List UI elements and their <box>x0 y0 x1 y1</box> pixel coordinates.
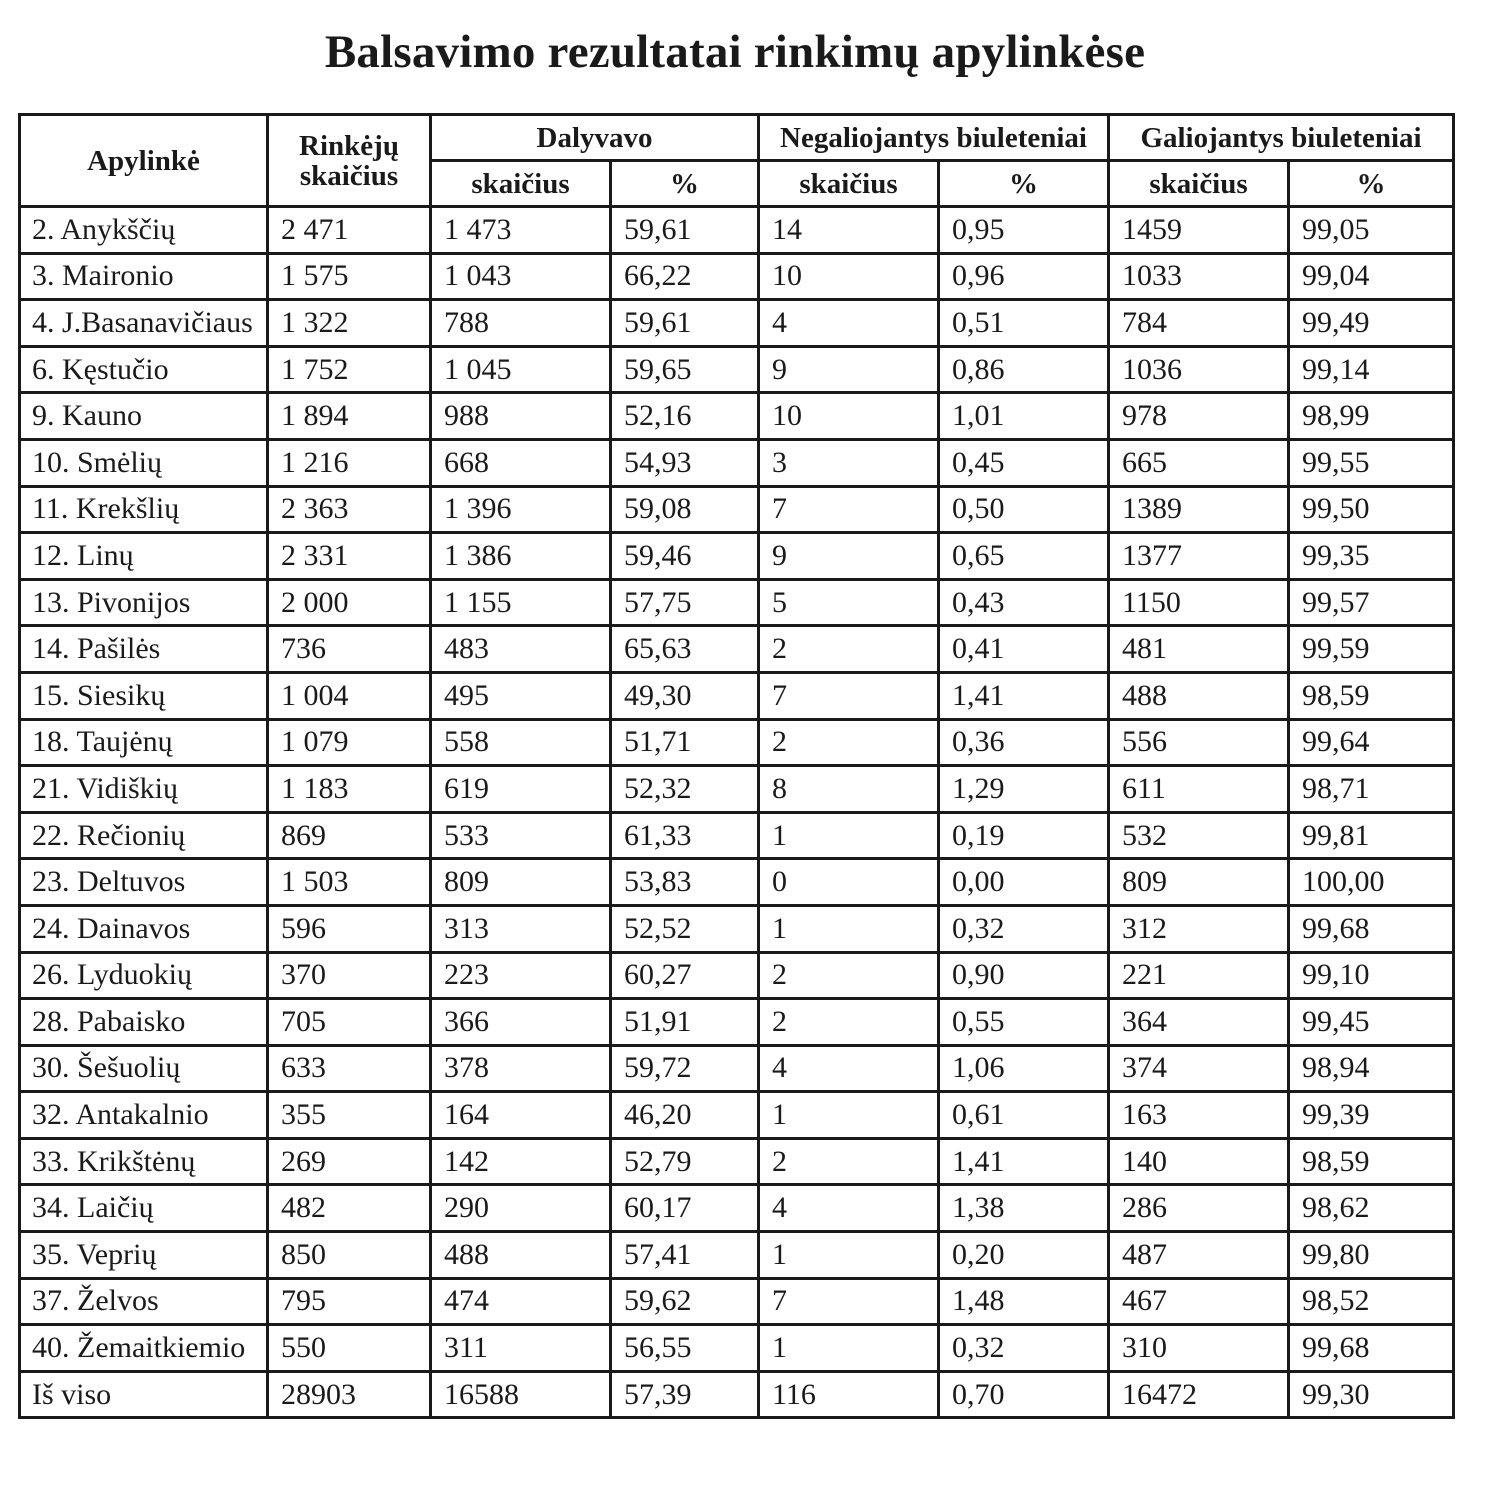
cell-rinkeju-skaicius: 269 <box>268 1138 431 1185</box>
results-table <box>18 113 1455 1419</box>
cell-apylinke: 37. Želvos <box>20 1278 268 1325</box>
cell-galiojantys-skaicius: 1377 <box>1109 533 1289 580</box>
subheader-negaliojantys-skaicius: skaičius <box>759 161 939 207</box>
cell-dalyvavo-percent: 59,62 <box>611 1278 759 1325</box>
header-negaliojantys: Negaliojantys biuleteniai <box>759 115 1109 161</box>
cell-galiojantys-percent: 99,50 <box>1289 486 1454 533</box>
table-row-total <box>20 1371 1454 1418</box>
cell-galiojantys-percent: 99,59 <box>1289 626 1454 673</box>
cell-apylinke: 26. Lyduokių <box>20 952 268 999</box>
cell-galiojantys-percent: 98,94 <box>1289 1045 1454 1092</box>
cell-galiojantys-skaicius: 286 <box>1109 1185 1289 1232</box>
cell-galiojantys-skaicius: 16472 <box>1109 1371 1289 1418</box>
cell-galiojantys-percent: 99,39 <box>1289 1092 1454 1139</box>
table-row <box>20 905 1454 952</box>
cell-negaliojantys-percent: 0,86 <box>939 346 1109 393</box>
cell-apylinke: 40. Žemaitkiemio <box>20 1325 268 1372</box>
cell-apylinke: 14. Pašilės <box>20 626 268 673</box>
cell-apylinke: 28. Pabaisko <box>20 999 268 1046</box>
cell-galiojantys-percent: 99,80 <box>1289 1232 1454 1279</box>
table-row <box>20 812 1454 859</box>
cell-galiojantys-percent: 99,49 <box>1289 300 1454 347</box>
table-body <box>20 207 1454 1418</box>
header-dalyvavo: Dalyvavo <box>431 115 759 161</box>
cell-apylinke: 15. Siesikų <box>20 672 268 719</box>
cell-negaliojantys-skaicius: 1 <box>759 812 939 859</box>
cell-rinkeju-skaicius: 28903 <box>268 1371 431 1418</box>
cell-negaliojantys-percent: 0,19 <box>939 812 1109 859</box>
cell-dalyvavo-skaicius: 558 <box>431 719 611 766</box>
cell-dalyvavo-skaicius: 483 <box>431 626 611 673</box>
cell-negaliojantys-percent: 1,01 <box>939 393 1109 440</box>
cell-dalyvavo-skaicius: 290 <box>431 1185 611 1232</box>
cell-dalyvavo-skaicius: 788 <box>431 300 611 347</box>
cell-dalyvavo-skaicius: 16588 <box>431 1371 611 1418</box>
cell-dalyvavo-skaicius: 619 <box>431 766 611 813</box>
cell-dalyvavo-skaicius: 495 <box>431 672 611 719</box>
table-row <box>20 672 1454 719</box>
cell-galiojantys-percent: 98,62 <box>1289 1185 1454 1232</box>
header-rinkeju-line2: skaičius <box>299 159 399 192</box>
cell-negaliojantys-percent: 0,50 <box>939 486 1109 533</box>
cell-dalyvavo-percent: 65,63 <box>611 626 759 673</box>
table-row <box>20 1325 1454 1372</box>
cell-negaliojantys-skaicius: 2 <box>759 626 939 673</box>
cell-negaliojantys-percent: 0,32 <box>939 1325 1109 1372</box>
cell-dalyvavo-skaicius: 378 <box>431 1045 611 1092</box>
cell-dalyvavo-percent: 59,61 <box>611 300 759 347</box>
cell-negaliojantys-percent: 1,41 <box>939 1138 1109 1185</box>
cell-galiojantys-skaicius: 532 <box>1109 812 1289 859</box>
cell-dalyvavo-skaicius: 164 <box>431 1092 611 1139</box>
cell-galiojantys-percent: 98,59 <box>1289 1138 1454 1185</box>
header-rinkeju-skaicius <box>268 115 431 207</box>
cell-dalyvavo-percent: 59,61 <box>611 207 759 254</box>
cell-galiojantys-percent: 99,45 <box>1289 999 1454 1046</box>
cell-rinkeju-skaicius: 596 <box>268 905 431 952</box>
cell-apylinke: 23. Deltuvos <box>20 859 268 906</box>
cell-galiojantys-skaicius: 364 <box>1109 999 1289 1046</box>
cell-dalyvavo-skaicius: 533 <box>431 812 611 859</box>
cell-dalyvavo-percent: 60,17 <box>611 1185 759 1232</box>
cell-galiojantys-percent: 98,52 <box>1289 1278 1454 1325</box>
cell-dalyvavo-skaicius: 1 386 <box>431 533 611 580</box>
table-row <box>20 1138 1454 1185</box>
subheader-negaliojantys-percent: % <box>939 161 1109 207</box>
cell-rinkeju-skaicius: 2 331 <box>268 533 431 580</box>
cell-negaliojantys-percent: 0,00 <box>939 859 1109 906</box>
table-row <box>20 533 1454 580</box>
subheader-dalyvavo-percent: % <box>611 161 759 207</box>
subheader-dalyvavo-skaicius: skaičius <box>431 161 611 207</box>
cell-galiojantys-skaicius: 312 <box>1109 905 1289 952</box>
cell-dalyvavo-skaicius: 474 <box>431 1278 611 1325</box>
cell-dalyvavo-percent: 59,46 <box>611 533 759 580</box>
cell-apylinke: 10. Smėlių <box>20 439 268 486</box>
cell-negaliojantys-skaicius: 0 <box>759 859 939 906</box>
cell-galiojantys-skaicius: 1033 <box>1109 253 1289 300</box>
cell-negaliojantys-skaicius: 7 <box>759 672 939 719</box>
page-title: Balsavimo rezultatai rinkimų apylinkėse <box>324 26 1146 78</box>
cell-dalyvavo-skaicius: 1 043 <box>431 253 611 300</box>
cell-negaliojantys-percent: 0,65 <box>939 533 1109 580</box>
cell-dalyvavo-percent: 57,39 <box>611 1371 759 1418</box>
cell-rinkeju-skaicius: 1 216 <box>268 439 431 486</box>
cell-galiojantys-percent: 99,30 <box>1289 1371 1454 1418</box>
cell-negaliojantys-percent: 0,95 <box>939 207 1109 254</box>
cell-apylinke: 11. Krekšlių <box>20 486 268 533</box>
table-row <box>20 207 1454 254</box>
cell-apylinke: 30. Šešuolių <box>20 1045 268 1092</box>
cell-apylinke: 6. Kęstučio <box>20 346 268 393</box>
cell-negaliojantys-skaicius: 10 <box>759 253 939 300</box>
cell-galiojantys-skaicius: 140 <box>1109 1138 1289 1185</box>
cell-dalyvavo-skaicius: 668 <box>431 439 611 486</box>
cell-negaliojantys-percent: 0,20 <box>939 1232 1109 1279</box>
cell-negaliojantys-skaicius: 5 <box>759 579 939 626</box>
cell-negaliojantys-skaicius: 1 <box>759 1232 939 1279</box>
cell-negaliojantys-skaicius: 4 <box>759 300 939 347</box>
cell-negaliojantys-skaicius: 2 <box>759 952 939 999</box>
cell-negaliojantys-skaicius: 2 <box>759 719 939 766</box>
cell-negaliojantys-skaicius: 4 <box>759 1045 939 1092</box>
subheader-galiojantys-skaicius: skaičius <box>1109 161 1289 207</box>
cell-negaliojantys-skaicius: 2 <box>759 1138 939 1185</box>
cell-apylinke: 22. Rečionių <box>20 812 268 859</box>
table-row <box>20 719 1454 766</box>
cell-rinkeju-skaicius: 1 004 <box>268 672 431 719</box>
cell-apylinke: 4. J.Basanavičiaus <box>20 300 268 347</box>
cell-negaliojantys-percent: 0,70 <box>939 1371 1109 1418</box>
cell-negaliojantys-skaicius: 116 <box>759 1371 939 1418</box>
cell-rinkeju-skaicius: 1 752 <box>268 346 431 393</box>
cell-negaliojantys-skaicius: 9 <box>759 346 939 393</box>
cell-rinkeju-skaicius: 550 <box>268 1325 431 1372</box>
cell-apylinke: 35. Veprių <box>20 1232 268 1279</box>
cell-galiojantys-skaicius: 809 <box>1109 859 1289 906</box>
cell-negaliojantys-percent: 0,32 <box>939 905 1109 952</box>
cell-negaliojantys-percent: 0,45 <box>939 439 1109 486</box>
cell-apylinke: 3. Maironio <box>20 253 268 300</box>
cell-galiojantys-skaicius: 611 <box>1109 766 1289 813</box>
cell-rinkeju-skaicius: 1 503 <box>268 859 431 906</box>
cell-galiojantys-skaicius: 481 <box>1109 626 1289 673</box>
cell-negaliojantys-skaicius: 1 <box>759 1325 939 1372</box>
header-galiojantys: Galiojantys biuleteniai <box>1109 115 1454 161</box>
cell-dalyvavo-percent: 52,52 <box>611 905 759 952</box>
cell-rinkeju-skaicius: 482 <box>268 1185 431 1232</box>
cell-dalyvavo-skaicius: 488 <box>431 1232 611 1279</box>
cell-galiojantys-skaicius: 310 <box>1109 1325 1289 1372</box>
table-row <box>20 999 1454 1046</box>
cell-negaliojantys-skaicius: 4 <box>759 1185 939 1232</box>
cell-apylinke: 9. Kauno <box>20 393 268 440</box>
cell-dalyvavo-percent: 61,33 <box>611 812 759 859</box>
cell-galiojantys-skaicius: 374 <box>1109 1045 1289 1092</box>
cell-galiojantys-skaicius: 784 <box>1109 300 1289 347</box>
cell-rinkeju-skaicius: 370 <box>268 952 431 999</box>
cell-negaliojantys-percent: 0,51 <box>939 300 1109 347</box>
header-row-top <box>20 115 1454 161</box>
cell-galiojantys-skaicius: 163 <box>1109 1092 1289 1139</box>
cell-galiojantys-skaicius: 467 <box>1109 1278 1289 1325</box>
cell-galiojantys-percent: 99,10 <box>1289 952 1454 999</box>
cell-dalyvavo-percent: 52,32 <box>611 766 759 813</box>
cell-negaliojantys-percent: 1,38 <box>939 1185 1109 1232</box>
table-row <box>20 346 1454 393</box>
cell-dalyvavo-skaicius: 1 045 <box>431 346 611 393</box>
cell-dalyvavo-percent: 52,79 <box>611 1138 759 1185</box>
table-row <box>20 300 1454 347</box>
cell-negaliojantys-skaicius: 7 <box>759 1278 939 1325</box>
subheader-galiojantys-percent: % <box>1289 161 1454 207</box>
cell-galiojantys-percent: 99,05 <box>1289 207 1454 254</box>
cell-rinkeju-skaicius: 2 363 <box>268 486 431 533</box>
cell-dalyvavo-skaicius: 1 396 <box>431 486 611 533</box>
cell-galiojantys-skaicius: 1036 <box>1109 346 1289 393</box>
table-row <box>20 486 1454 533</box>
cell-negaliojantys-percent: 1,48 <box>939 1278 1109 1325</box>
cell-galiojantys-percent: 99,55 <box>1289 439 1454 486</box>
table-row <box>20 393 1454 440</box>
header-apylinke: Apylinkė <box>20 115 268 207</box>
cell-galiojantys-percent: 99,35 <box>1289 533 1454 580</box>
cell-negaliojantys-percent: 0,43 <box>939 579 1109 626</box>
cell-rinkeju-skaicius: 1 322 <box>268 300 431 347</box>
cell-apylinke: 18. Taujėnų <box>20 719 268 766</box>
cell-negaliojantys-skaicius: 8 <box>759 766 939 813</box>
cell-galiojantys-percent: 99,57 <box>1289 579 1454 626</box>
cell-galiojantys-percent: 99,81 <box>1289 812 1454 859</box>
cell-rinkeju-skaicius: 2 471 <box>268 207 431 254</box>
table-row <box>20 626 1454 673</box>
cell-apylinke: 33. Krikštėnų <box>20 1138 268 1185</box>
cell-rinkeju-skaicius: 850 <box>268 1232 431 1279</box>
cell-galiojantys-percent: 99,68 <box>1289 1325 1454 1372</box>
cell-galiojantys-skaicius: 1459 <box>1109 207 1289 254</box>
cell-rinkeju-skaicius: 736 <box>268 626 431 673</box>
cell-dalyvavo-percent: 57,75 <box>611 579 759 626</box>
cell-galiojantys-skaicius: 665 <box>1109 439 1289 486</box>
cell-galiojantys-percent: 100,00 <box>1289 859 1454 906</box>
cell-negaliojantys-skaicius: 2 <box>759 999 939 1046</box>
cell-negaliojantys-skaicius: 9 <box>759 533 939 580</box>
cell-negaliojantys-skaicius: 10 <box>759 393 939 440</box>
cell-galiojantys-percent: 98,99 <box>1289 393 1454 440</box>
cell-dalyvavo-skaicius: 366 <box>431 999 611 1046</box>
table-row <box>20 952 1454 999</box>
cell-apylinke: 21. Vidiškių <box>20 766 268 813</box>
cell-galiojantys-skaicius: 978 <box>1109 393 1289 440</box>
cell-rinkeju-skaicius: 869 <box>268 812 431 859</box>
cell-rinkeju-skaicius: 633 <box>268 1045 431 1092</box>
table-row <box>20 1045 1454 1092</box>
cell-dalyvavo-percent: 49,30 <box>611 672 759 719</box>
cell-rinkeju-skaicius: 355 <box>268 1092 431 1139</box>
table-header <box>20 115 1454 207</box>
cell-galiojantys-percent: 99,64 <box>1289 719 1454 766</box>
header-rinkeju-line1: Rinkėjų <box>299 129 399 162</box>
cell-negaliojantys-percent: 0,90 <box>939 952 1109 999</box>
cell-negaliojantys-percent: 0,41 <box>939 626 1109 673</box>
cell-dalyvavo-percent: 57,41 <box>611 1232 759 1279</box>
cell-negaliojantys-skaicius: 1 <box>759 905 939 952</box>
cell-negaliojantys-percent: 0,36 <box>939 719 1109 766</box>
cell-dalyvavo-percent: 66,22 <box>611 253 759 300</box>
cell-negaliojantys-percent: 0,61 <box>939 1092 1109 1139</box>
table-row <box>20 439 1454 486</box>
cell-dalyvavo-percent: 46,20 <box>611 1092 759 1139</box>
cell-dalyvavo-skaicius: 313 <box>431 905 611 952</box>
cell-dalyvavo-skaicius: 1 155 <box>431 579 611 626</box>
cell-galiojantys-percent: 99,04 <box>1289 253 1454 300</box>
cell-dalyvavo-percent: 54,93 <box>611 439 759 486</box>
cell-apylinke: Iš viso <box>20 1371 268 1418</box>
cell-negaliojantys-skaicius: 14 <box>759 207 939 254</box>
cell-galiojantys-percent: 98,71 <box>1289 766 1454 813</box>
cell-dalyvavo-percent: 60,27 <box>611 952 759 999</box>
cell-dalyvavo-percent: 59,65 <box>611 346 759 393</box>
table-row <box>20 1278 1454 1325</box>
cell-dalyvavo-skaicius: 1 473 <box>431 207 611 254</box>
cell-negaliojantys-skaicius: 1 <box>759 1092 939 1139</box>
cell-negaliojantys-percent: 0,55 <box>939 999 1109 1046</box>
cell-rinkeju-skaicius: 1 079 <box>268 719 431 766</box>
cell-dalyvavo-percent: 51,91 <box>611 999 759 1046</box>
cell-apylinke: 32. Antakalnio <box>20 1092 268 1139</box>
cell-rinkeju-skaicius: 705 <box>268 999 431 1046</box>
cell-galiojantys-percent: 99,14 <box>1289 346 1454 393</box>
cell-dalyvavo-skaicius: 988 <box>431 393 611 440</box>
cell-galiojantys-percent: 99,68 <box>1289 905 1454 952</box>
table-row <box>20 579 1454 626</box>
cell-galiojantys-skaicius: 221 <box>1109 952 1289 999</box>
cell-apylinke: 13. Pivonijos <box>20 579 268 626</box>
cell-apylinke: 24. Dainavos <box>20 905 268 952</box>
cell-apylinke: 2. Anykščių <box>20 207 268 254</box>
cell-dalyvavo-skaicius: 142 <box>431 1138 611 1185</box>
cell-negaliojantys-skaicius: 3 <box>759 439 939 486</box>
cell-rinkeju-skaicius: 795 <box>268 1278 431 1325</box>
cell-galiojantys-skaicius: 488 <box>1109 672 1289 719</box>
cell-dalyvavo-percent: 59,72 <box>611 1045 759 1092</box>
cell-dalyvavo-percent: 51,71 <box>611 719 759 766</box>
cell-galiojantys-skaicius: 556 <box>1109 719 1289 766</box>
cell-galiojantys-skaicius: 1150 <box>1109 579 1289 626</box>
table-row <box>20 859 1454 906</box>
cell-negaliojantys-percent: 1,06 <box>939 1045 1109 1092</box>
table-row <box>20 253 1454 300</box>
cell-apylinke: 34. Laičių <box>20 1185 268 1232</box>
cell-negaliojantys-skaicius: 7 <box>759 486 939 533</box>
cell-dalyvavo-percent: 52,16 <box>611 393 759 440</box>
table-row <box>20 1232 1454 1279</box>
cell-dalyvavo-skaicius: 223 <box>431 952 611 999</box>
cell-galiojantys-skaicius: 487 <box>1109 1232 1289 1279</box>
cell-dalyvavo-skaicius: 311 <box>431 1325 611 1372</box>
cell-rinkeju-skaicius: 1 894 <box>268 393 431 440</box>
table-row <box>20 1092 1454 1139</box>
cell-rinkeju-skaicius: 1 183 <box>268 766 431 813</box>
cell-rinkeju-skaicius: 1 575 <box>268 253 431 300</box>
cell-dalyvavo-percent: 53,83 <box>611 859 759 906</box>
cell-dalyvavo-percent: 59,08 <box>611 486 759 533</box>
cell-dalyvavo-percent: 56,55 <box>611 1325 759 1372</box>
cell-dalyvavo-skaicius: 809 <box>431 859 611 906</box>
cell-negaliojantys-percent: 1,29 <box>939 766 1109 813</box>
cell-negaliojantys-percent: 1,41 <box>939 672 1109 719</box>
table-row <box>20 766 1454 813</box>
cell-galiojantys-skaicius: 1389 <box>1109 486 1289 533</box>
cell-negaliojantys-percent: 0,96 <box>939 253 1109 300</box>
cell-apylinke: 12. Linų <box>20 533 268 580</box>
cell-rinkeju-skaicius: 2 000 <box>268 579 431 626</box>
cell-galiojantys-percent: 98,59 <box>1289 672 1454 719</box>
table-row <box>20 1185 1454 1232</box>
